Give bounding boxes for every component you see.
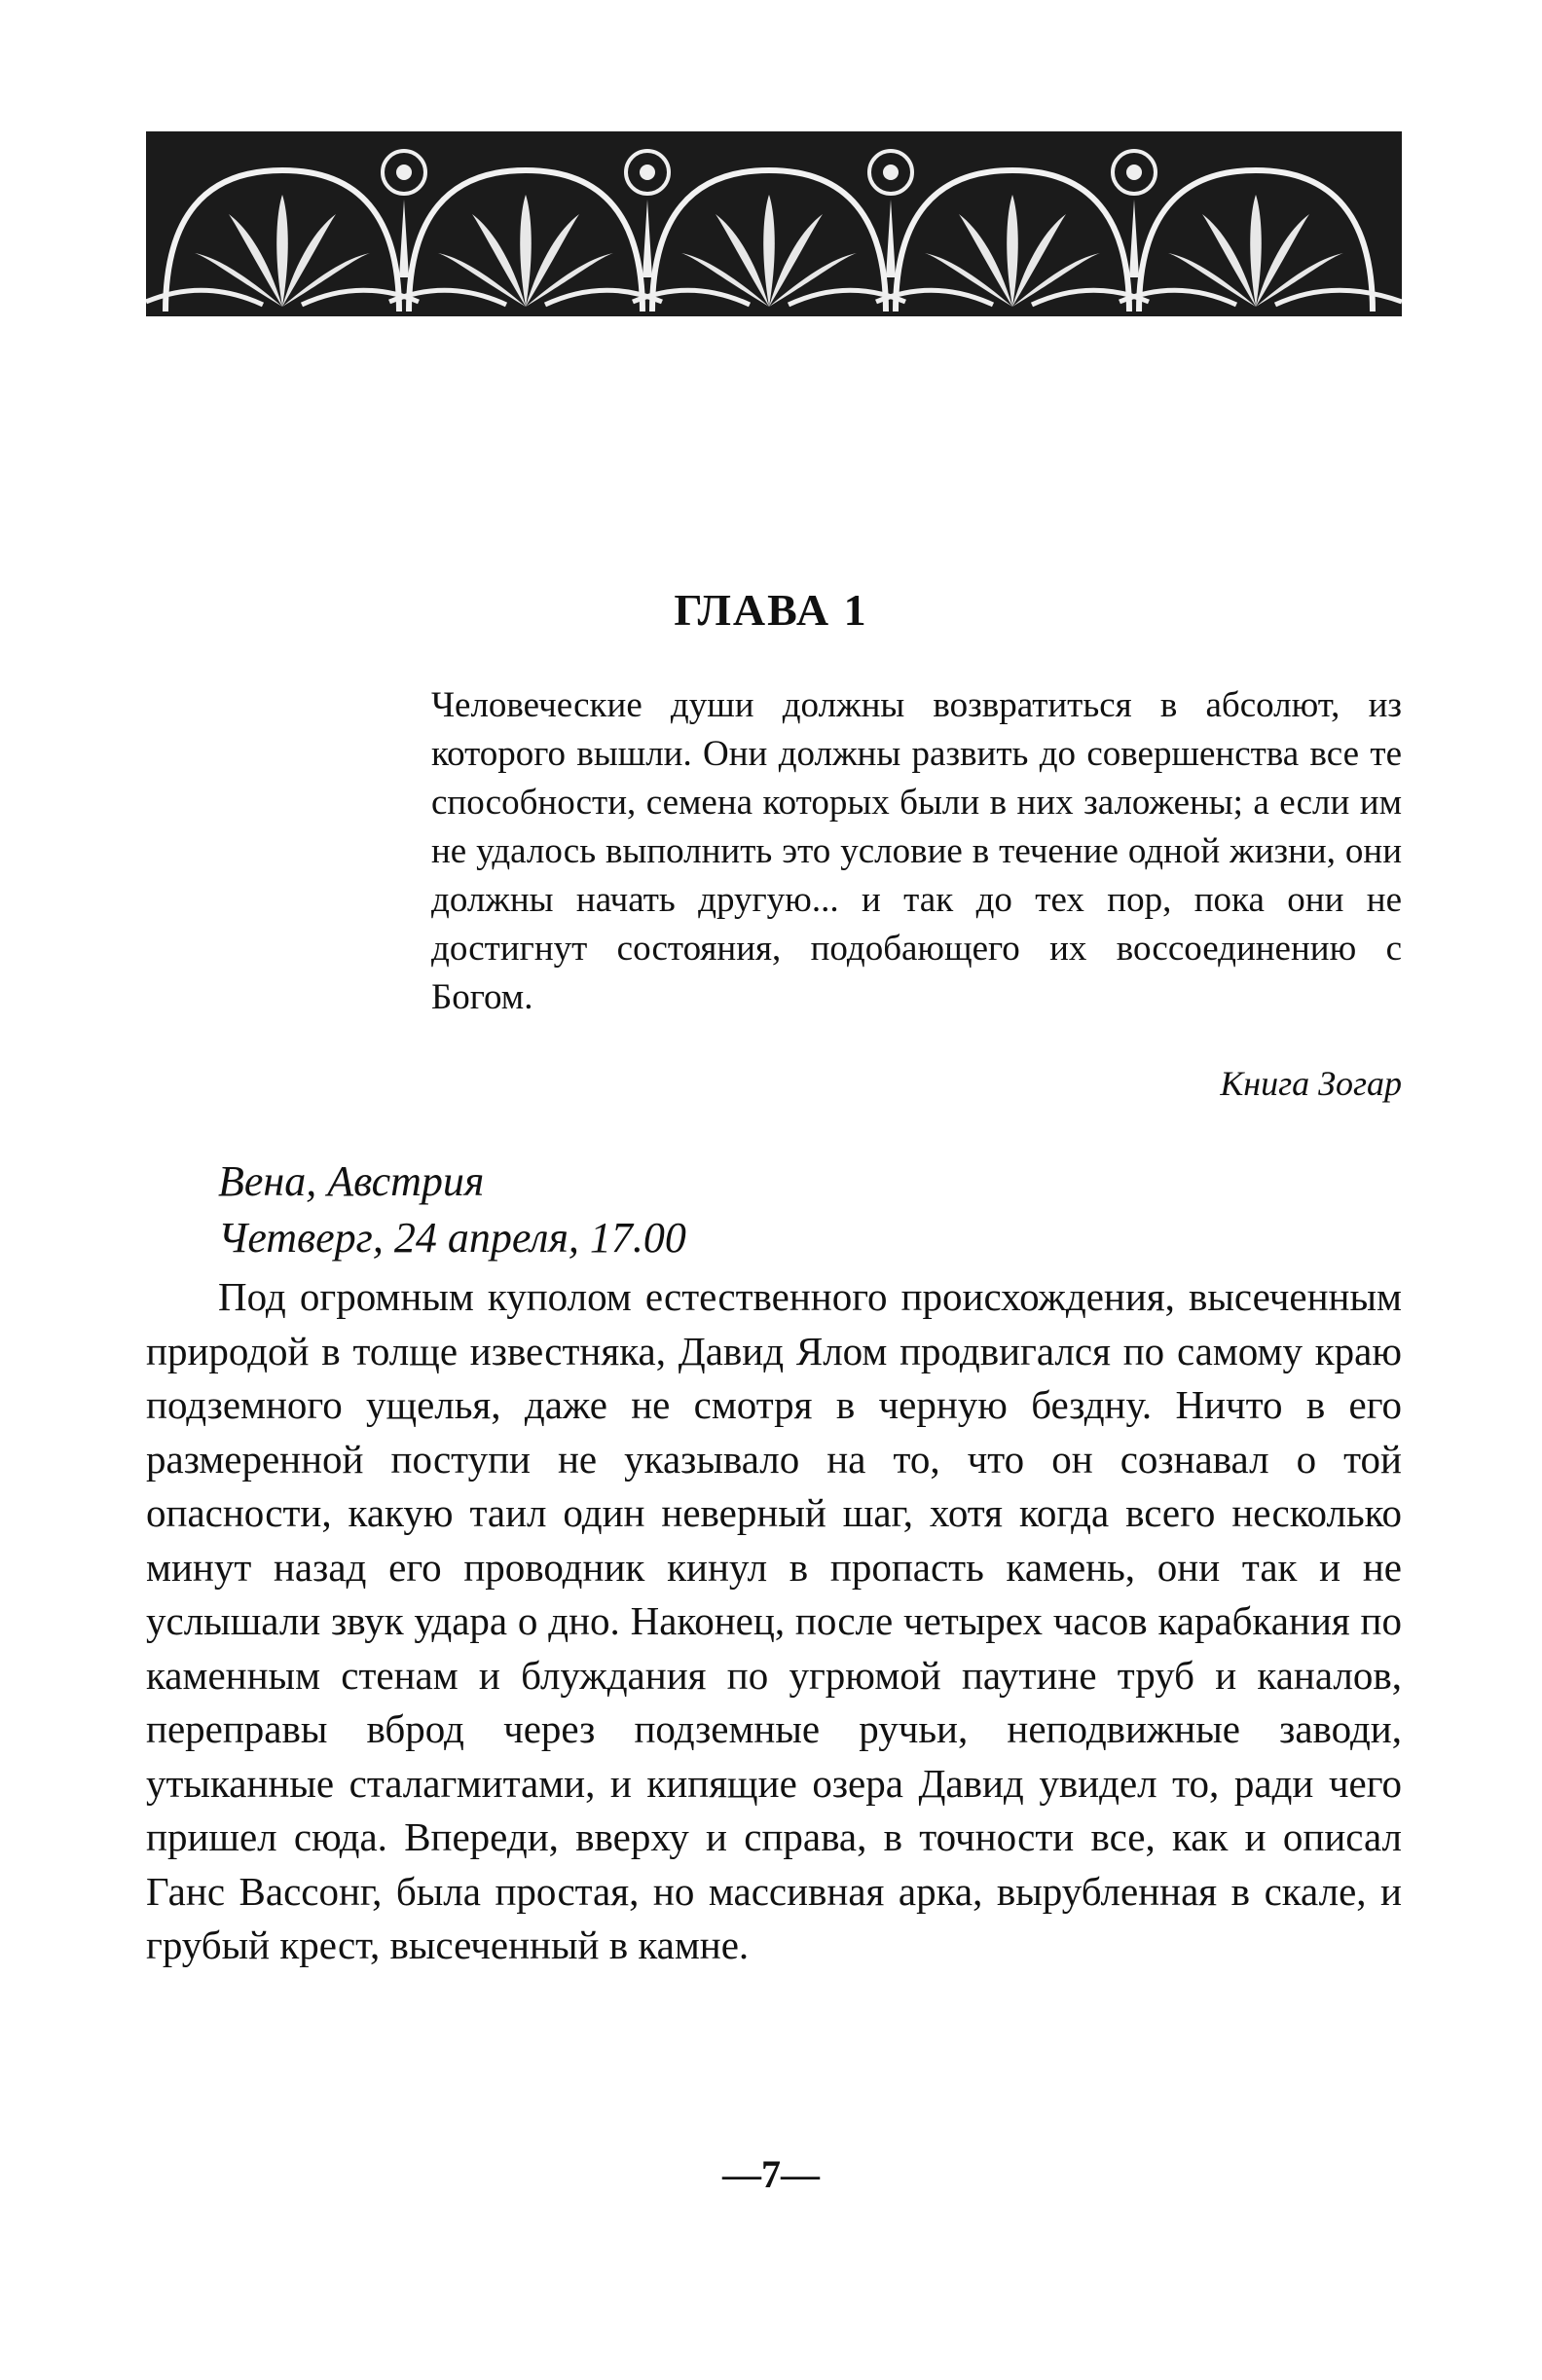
epigraph-text: Человеческие души должны возвратиться в абсолют, из которого вышли. Они должны развить до совершенства все те способности, семена которых были в них заложены; а если им не удалось выполнить это условие в течение одной жизни, они должны начать другую... и так до тех пор, пока они не достигнут состояния, подобающего их воссоединению с Богом. bbox=[431, 685, 1402, 1017]
chapter-title: ГЛАВА 1 bbox=[674, 585, 868, 635]
scene-place: Вена, Австрия bbox=[218, 1157, 485, 1205]
epigraph-source: Книга Зогар bbox=[1220, 1064, 1402, 1103]
body-paragraph: Под огромным куполом естественного происхождения, высеченным природой в толще известняка, Давид Ялом продвигался по самому краю подземного ущелья, даже не смотря в черную бездну. Ничто в его размеренной поступи не указывало на то, что он сознавал о той опасности, какую таил один неверный шаг, хотя когда всего несколько минут назад его проводник кинул в пропасть камень, они так и не услышали звук удара о дно. Наконец, после четырех часов карабкания по каменным стенам и блуждания по угрюмой паутине труб и каналов, переправы вброд через подземные ручьи, неподвижные заводи, утыканные сталагмитами, и кипящие озера Давид увидел то, ради чего пришел сюда. Впереди, вверху и справа, в точности все, как и описал Ганс Вассонг, была простая, но массивная арка, вырубленная в скале, и грубый крест, высеченный в камне. bbox=[146, 1274, 1402, 1967]
acanthus-arch-ornament-icon bbox=[146, 131, 1402, 316]
scene-datetime: Четверг, 24 апреля, 17.00 bbox=[218, 1214, 686, 1262]
ornament-graphic bbox=[146, 131, 1402, 316]
page-number: —7— bbox=[722, 2152, 820, 2196]
